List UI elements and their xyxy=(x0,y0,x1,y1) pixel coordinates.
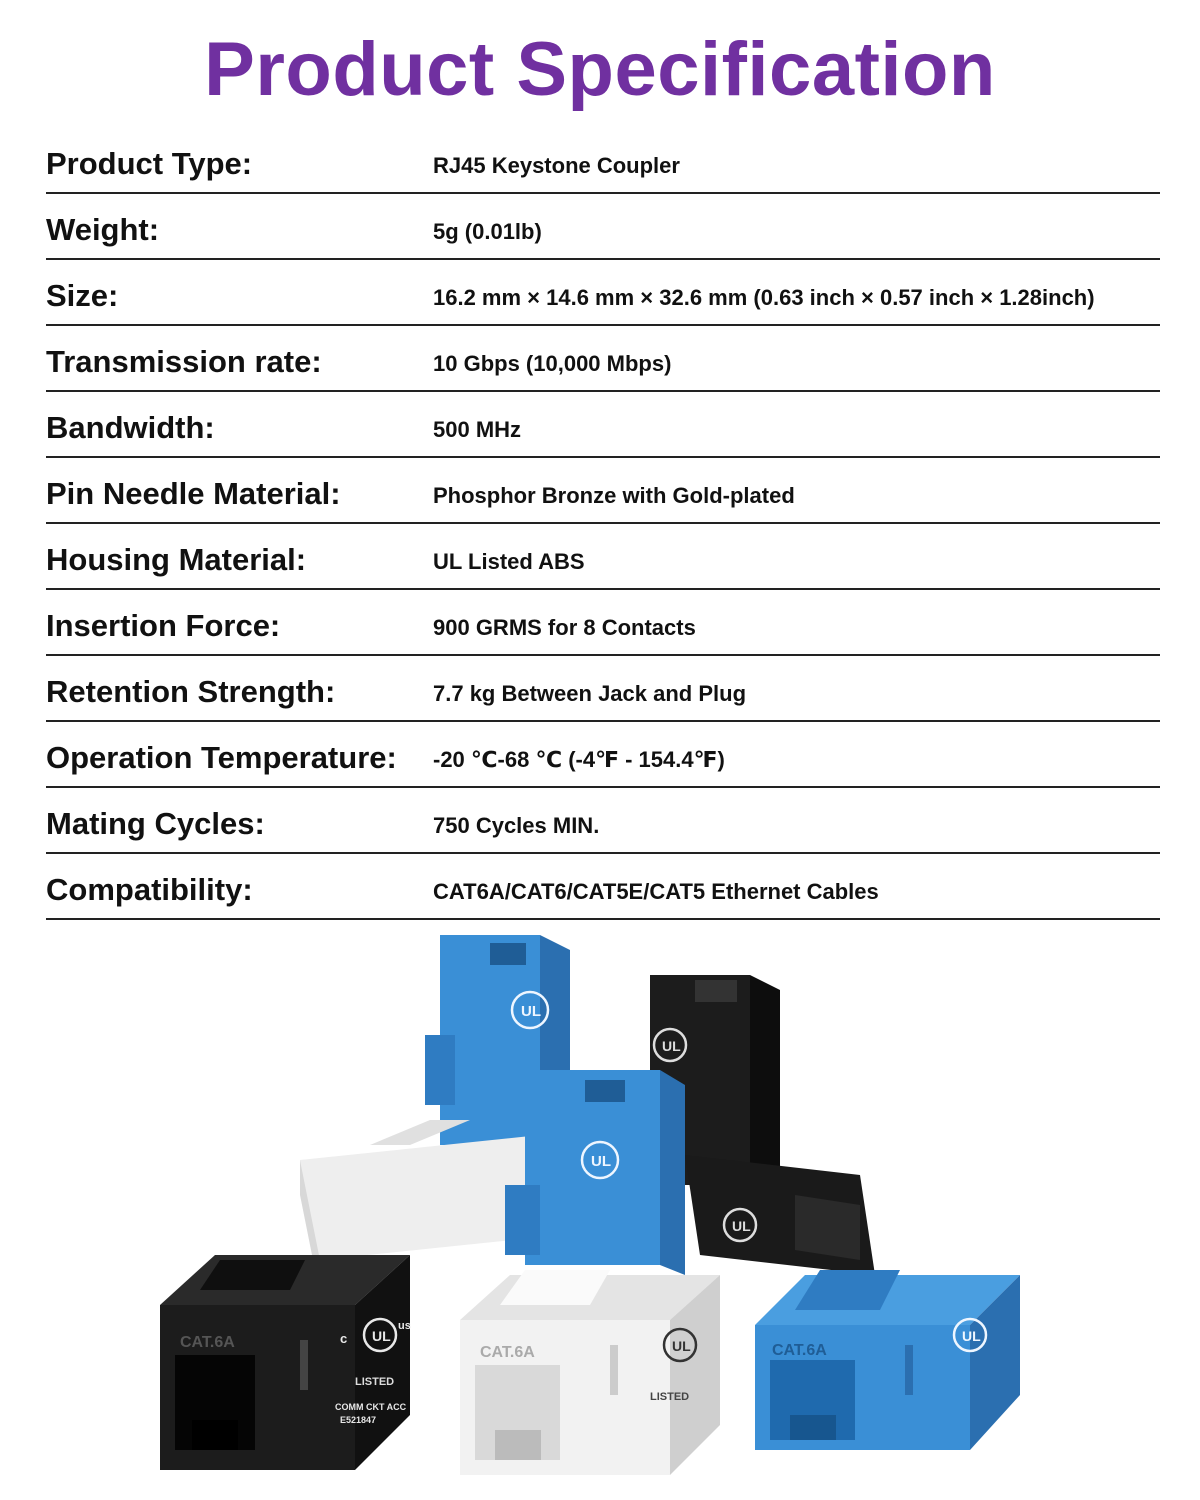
spec-value: UL Listed ABS xyxy=(433,549,585,574)
cat6a-label: CAT.6A xyxy=(180,1334,235,1351)
spec-value: 16.2 mm × 14.6 mm × 32.6 mm (0.63 inch × 0.57 inch × 1.28inch) xyxy=(433,285,1095,310)
spec-value: 900 GRMS for 8 Contacts xyxy=(433,615,696,640)
spec-row-transmission-rate xyxy=(46,326,1160,392)
spec-value: 750 Cycles MIN. xyxy=(433,813,600,838)
ul-logo: UL xyxy=(591,1153,611,1170)
spec-row-product-type xyxy=(46,128,1160,194)
spec-label: Transmission rate: xyxy=(46,344,322,379)
listed-label: LISTED xyxy=(650,1391,690,1403)
spec-value: RJ45 Keystone Coupler xyxy=(433,153,680,178)
blue-coupler-front xyxy=(755,1270,1020,1450)
ul-logo: UL xyxy=(662,1038,681,1054)
ul-c-label: c xyxy=(340,1331,348,1346)
spec-row-size xyxy=(46,260,1160,326)
spec-value: Phosphor Bronze with Gold-plated xyxy=(433,483,795,508)
spec-label: Product Type: xyxy=(46,146,253,181)
cat6a-label: CAT.6A xyxy=(480,1344,535,1361)
spec-row-operation-temperature xyxy=(46,722,1160,788)
page-title: Product Specification xyxy=(204,27,996,112)
spec-row-retention-strength xyxy=(46,656,1160,722)
spec-row-insertion-force xyxy=(46,590,1160,656)
spec-row-compatibility xyxy=(46,854,1160,920)
spec-table xyxy=(46,128,1160,920)
black-coupler-front xyxy=(160,1255,410,1470)
spec-row-bandwidth xyxy=(46,392,1160,458)
spec-row-pin-needle-material xyxy=(46,458,1160,524)
listed-label: LISTED xyxy=(355,1376,395,1388)
ul-logo: UL xyxy=(372,1328,391,1344)
spec-label: Size: xyxy=(46,278,119,313)
spec-row-housing-material xyxy=(46,524,1160,590)
white-coupler-front xyxy=(460,1270,720,1475)
spec-row-mating-cycles xyxy=(46,788,1160,854)
file-number-label: E521847 xyxy=(340,1415,377,1425)
spec-value: 7.7 kg Between Jack and Plug xyxy=(433,681,747,706)
spec-row-weight xyxy=(46,194,1160,260)
spec-label: Pin Needle Material: xyxy=(46,476,341,511)
comm-label: COMM CKT ACC xyxy=(335,1402,407,1412)
spec-value: 500 MHz xyxy=(433,417,522,442)
spec-value: 5g (0.01lb) xyxy=(433,219,542,244)
cat6a-label: CAT.6A xyxy=(772,1342,827,1359)
ul-logo: UL xyxy=(672,1338,691,1354)
ul-logo: UL xyxy=(962,1328,981,1344)
ul-logo: UL xyxy=(521,1003,541,1020)
blue-coupler-middle xyxy=(505,1070,685,1275)
spec-label: Bandwidth: xyxy=(46,410,215,445)
spec-label: Mating Cycles: xyxy=(46,806,265,841)
spec-value: -20 ℃-68 ℃ (-4℉ - 154.4℉) xyxy=(433,747,725,772)
ul-logo: UL xyxy=(732,1218,751,1234)
spec-value: 10 Gbps (10,000 Mbps) xyxy=(433,351,672,376)
spec-label: Retention Strength: xyxy=(46,674,336,709)
black-coupler-middle xyxy=(685,1155,875,1275)
spec-value: CAT6A/CAT6/CAT5E/CAT5 Ethernet Cables xyxy=(433,879,879,904)
spec-label: Weight: xyxy=(46,212,160,247)
spec-label: Housing Material: xyxy=(46,542,307,577)
spec-label: Compatibility: xyxy=(46,872,253,907)
product-photo xyxy=(140,915,1080,1495)
spec-label: Operation Temperature: xyxy=(46,740,397,775)
ul-us-label: us xyxy=(398,1320,411,1332)
spec-label: Insertion Force: xyxy=(46,608,281,643)
